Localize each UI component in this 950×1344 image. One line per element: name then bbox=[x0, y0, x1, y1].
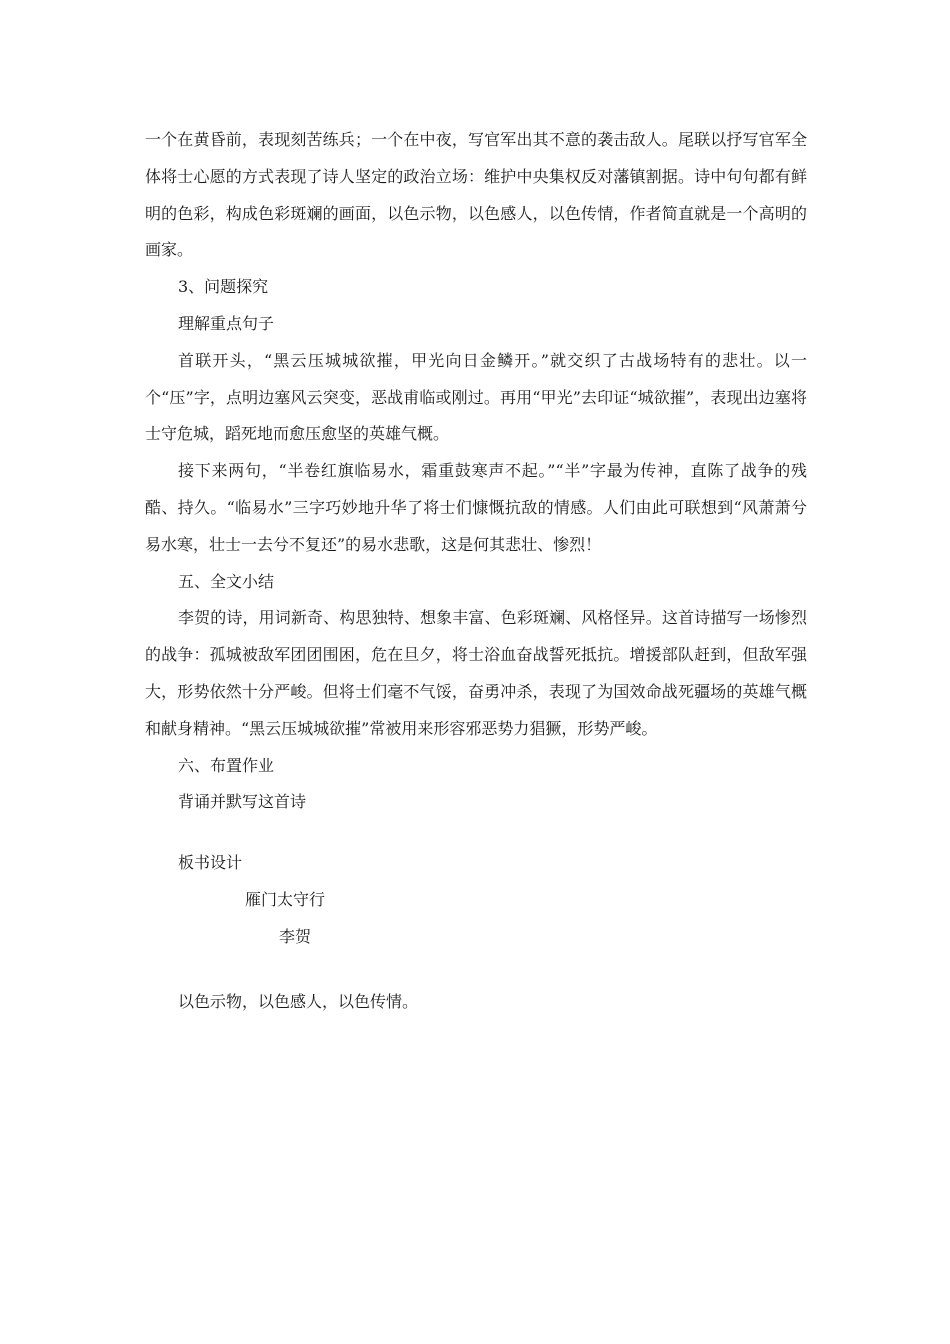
document-body bbox=[145, 122, 807, 1020]
paragraph-first-couplet: 首联开头，“黑云压城城欲摧，甲光向日金鳞开。”就交织了古战场特有的悲壮。以一个“压”字，点明边塞风云突变，恶战甫临或刚过。再用“甲光”去印证“城欲摧”，表现出边塞将士守危城，蹈死地而愈压愈坚的英雄气概。 bbox=[145, 350, 807, 444]
board-summary: 以色示物，以色感人，以色传情。 bbox=[178, 991, 419, 1011]
heading-homework: 六、布置作业 bbox=[178, 755, 275, 775]
paragraph-summary: 李贺的诗，用词新奇、构思独特、想象丰富、色彩斑斓、风格怪异。这首诗描写一场惨烈的战争：孤城被敌军团团围困，危在旦夕，将士浴血奋战誓死抵抗。增援部队赶到，但敌军强大，形势依然十分严峻。但将士们毫不气馁，奋勇冲杀，表现了为国效命战死疆场的英雄气概和献身精神。“黑云压城城欲摧”常被用来形容邪恶势力猖獗，形势严峻。 bbox=[145, 608, 807, 738]
heading-board-design: 板书设计 bbox=[178, 853, 243, 873]
spacer bbox=[145, 956, 807, 984]
heading-question-inquiry: 3、问题探究 bbox=[178, 277, 269, 297]
board-author: 李贺 bbox=[279, 926, 312, 946]
spacer bbox=[145, 821, 807, 845]
board-poem-title: 雁门太守行 bbox=[245, 889, 326, 909]
paragraph-poem-analysis-continued: 一个在黄昏前，表现刻苦练兵；一个在中夜，写官军出其不意的袭击敌人。尾联以抒写官军全体将士心愿的方式表现了诗人坚定的政治立场：维护中央集权反对藩镇割据。诗中句句都有鲜明的色彩，构成色彩斑斓的画面，以色示物，以色感人，以色传情，作者简直就是一个高明的画家。 bbox=[145, 130, 807, 260]
paragraph-homework: 背诵并默写这首诗 bbox=[178, 792, 307, 812]
paragraph-next-two-lines: 接下来两句，“半卷红旗临易水，霜重鼓寒声不起。”“半”字最为传神，直陈了战争的残酷、持久。“临易水”三字巧妙地升华了将士们慷慨抗敌的情感。人们由此可联想到“风萧萧兮易水寒，壮士一去兮不复还”的易水悲歌，这是何其悲壮、惨烈！ bbox=[145, 461, 807, 554]
heading-key-sentences: 理解重点句子 bbox=[178, 313, 275, 333]
heading-summary: 五、全文小结 bbox=[178, 571, 275, 591]
